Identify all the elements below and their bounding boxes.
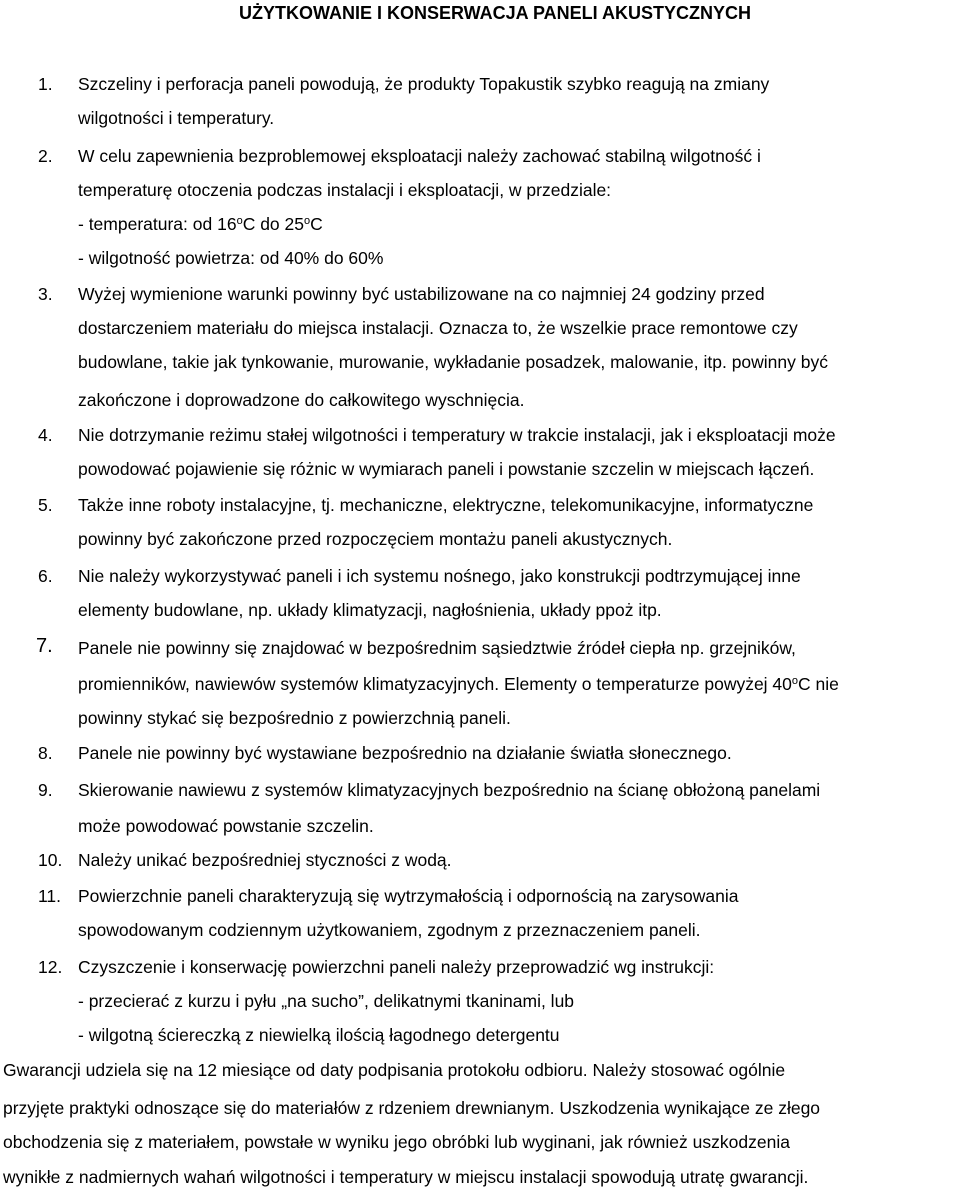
- item-8-line: Panele nie powinny być wystawiane bezpośrednio na działanie światła słonecznego.: [78, 743, 732, 763]
- warranty-line: przyjęte praktyki odnoszące się do materiałów z rdzeniem drewnianym. Uszkodzenia wynikające ze złego: [3, 1098, 821, 1118]
- degree-symbol: o: [236, 215, 243, 227]
- item-9-line: Skierowanie nawiewu z systemów klimatyzacyjnych bezpośrednio na ścianę obłożoną panelami: [78, 780, 821, 800]
- item-4-line: Nie dotrzymanie reżimu stałej wilgotności i temperatury w trakcie instalacji, jak i eksploatacji może: [78, 425, 836, 445]
- text-segment: C do 25: [242, 214, 304, 234]
- temperature-limit-line: [78, 672, 839, 696]
- humidity-range-line: - wilgotność powietrza: od 40% do 60%: [78, 248, 384, 268]
- item-3-line: Wyżej wymienione warunki powinny być ustabilizowane na co najmniej 24 godziny przed: [78, 284, 765, 304]
- temperature-range-line: [78, 212, 323, 236]
- item-number: 3.: [38, 284, 53, 304]
- item-6-line: Nie należy wykorzystywać paneli i ich systemu nośnego, jako konstrukcji podtrzymującej inne: [78, 566, 801, 586]
- degree-symbol: o: [303, 215, 311, 227]
- item-7-line: Panele nie powinny się znajdować w bezpośrednim sąsiedztwie źródeł ciepła np. grzejników,: [78, 638, 796, 658]
- item-number: 9.: [38, 780, 53, 800]
- item-2-line: W celu zapewnienia bezproblemowej eksploatacji należy zachować stabilną wilgotność i: [78, 146, 761, 166]
- item-5-line: powinny być zakończone przed rozpoczęciem montażu paneli akustycznych.: [78, 529, 673, 549]
- item-number: 2.: [38, 146, 53, 166]
- item-1-line: Szczeliny i perforacja paneli powodują, że produkty Topakustik szybko reagują na zmiany: [78, 74, 770, 94]
- cleaning-step-wet: - wilgotną ściereczką z niewielką ilością łagodnego detergentu: [78, 1025, 560, 1045]
- item-7-line: powinny stykać się bezpośrednio z powierzchnią paneli.: [78, 708, 511, 728]
- item-number: 1.: [38, 74, 53, 94]
- item-10-line: Należy unikać bezpośredniej styczności z wodą.: [78, 850, 452, 870]
- item-9-line: może powodować powstanie szczelin.: [78, 816, 374, 836]
- warranty-line: Gwarancji udziela się na 12 miesiące od daty podpisania protokołu odbioru. Należy stosować ogólnie: [3, 1060, 786, 1080]
- item-4-line: powodować pojawienie się różnic w wymiarach paneli i powstanie szczelin w miejscach łączeń.: [78, 459, 815, 479]
- warranty-line: wynikłe z nadmiernych wahań wilgotności i temperatury w miejscu instalacji spowodują utratę gwarancji.: [3, 1167, 809, 1187]
- item-6-line: elementy budowlane, np. układy klimatyzacji, nagłośnienia, układy ppoż itp.: [78, 600, 662, 620]
- item-3-line: budowlane, takie jak tynkowanie, murowanie, wykładanie posadzek, malowanie, itp. powinny być: [78, 352, 828, 372]
- text-segment: C: [310, 214, 323, 234]
- warranty-line: obchodzenia się z materiałem, powstałe w wyniku jego obróbki lub wyginani, jak również uszkodzenia: [3, 1132, 790, 1152]
- item-1-line: wilgotności i temperatury.: [78, 108, 275, 128]
- item-number: 4.: [38, 425, 53, 445]
- item-number: 11.: [38, 886, 62, 906]
- item-11-line: Powierzchnie paneli charakteryzują się wytrzymałością i odpornością na zarysowania: [78, 886, 739, 906]
- item-number: 10.: [38, 850, 63, 870]
- item-3-line: zakończone i doprowadzone do całkowitego wyschnięcia.: [78, 390, 525, 410]
- degree-symbol: o: [791, 675, 799, 687]
- item-12-line: Czyszczenie i konserwację powierzchni paneli należy przeprowadzić wg instrukcji:: [78, 957, 715, 977]
- text-segment: promienników, nawiewów systemów klimatyzacyjnych. Elementy o temperaturze powyżej 40: [78, 674, 792, 694]
- item-number: 8.: [38, 743, 53, 763]
- document-title: UŻYTKOWANIE I KONSERWACJA PANELI AKUSTYCZNYCH: [238, 3, 752, 23]
- text-segment: - temperatura: od 16: [78, 214, 237, 234]
- item-3-line: dostarczeniem materiału do miejsca instalacji. Oznacza to, że wszelkie prace remontowe czy: [78, 318, 798, 338]
- item-number: 12.: [38, 957, 63, 977]
- item-number: 5.: [38, 495, 53, 515]
- text-segment: C nie: [798, 674, 839, 694]
- item-5-line: Także inne roboty instalacyjne, tj. mechaniczne, elektryczne, telekomunikacyjne, informatyczne: [78, 495, 814, 515]
- item-11-line: spowodowanym codziennym użytkowaniem, zgodnym z przeznaczeniem paneli.: [78, 920, 701, 940]
- item-number: 6.: [38, 566, 53, 586]
- item-number: 7.: [36, 635, 53, 657]
- cleaning-step-dry: - przecierać z kurzu i pyłu „na sucho”, delikatnymi tkaninami, lub: [78, 991, 575, 1011]
- item-2-line: temperaturę otoczenia podczas instalacji i eksploatacji, w przedziale:: [78, 180, 612, 200]
